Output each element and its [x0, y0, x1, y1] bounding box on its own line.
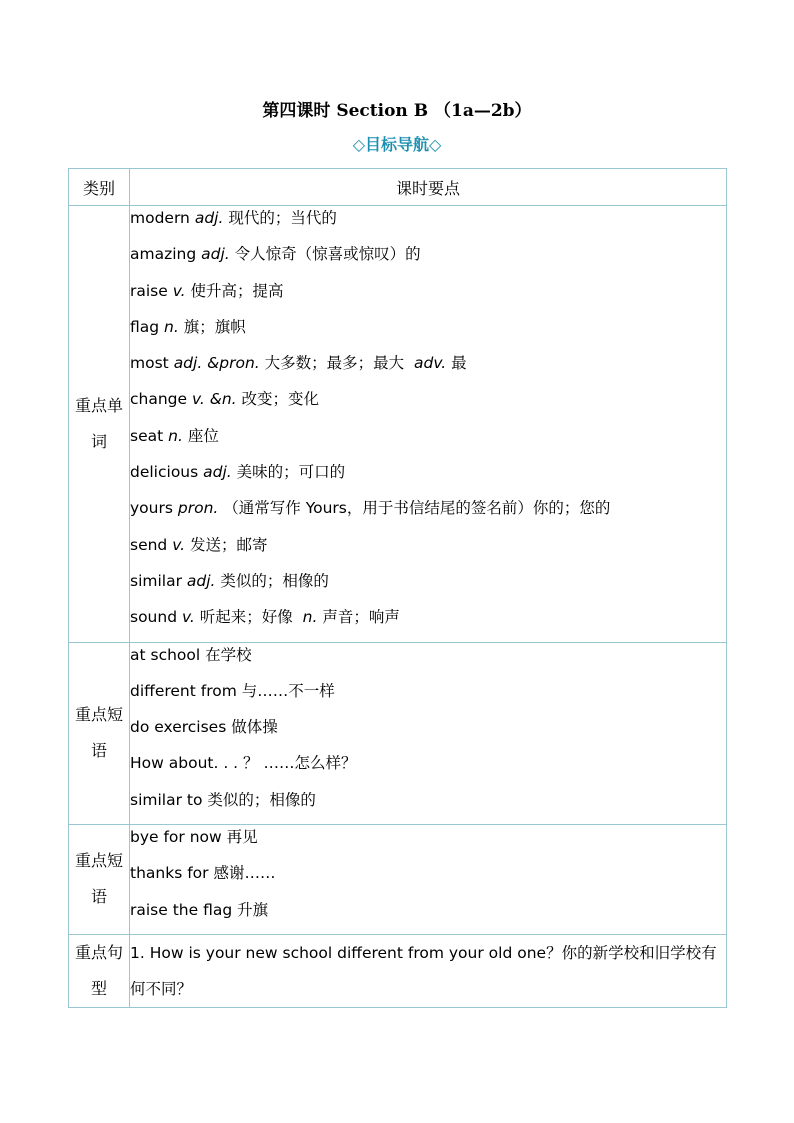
list-item: raise the flag 升旗: [130, 900, 269, 919]
part-of-speech: adj.: [186, 571, 216, 590]
meaning: （通常写作 Yours，用于书信结尾的签名前）你的；您的: [223, 499, 611, 518]
meaning: 听起来；好像: [199, 608, 293, 627]
list-item: [130, 351, 726, 387]
part-of-speech: v.: [181, 608, 195, 627]
part-of-speech: n.: [168, 426, 183, 445]
meaning: 改变；变化: [241, 390, 320, 409]
word: amazing: [130, 245, 197, 264]
page-title: 第四课时 Section B （1a—2b）: [262, 101, 532, 121]
meaning: 美味的；可口的: [236, 463, 346, 482]
part-of-speech: v.: [172, 281, 186, 300]
list-item: at school 在学校: [130, 645, 252, 664]
part-of-speech: adj.: [194, 209, 224, 227]
part-of-speech: adj. &pron.: [173, 354, 260, 373]
table-row: [69, 825, 727, 935]
meaning: 声音；响声: [322, 608, 400, 627]
list-item: bye for now 再见: [130, 828, 258, 847]
items-cell: [130, 642, 727, 824]
meaning: 使升高；提高: [190, 281, 284, 300]
list-item: [130, 315, 726, 351]
list-item: [130, 605, 726, 641]
part-of-speech: adj.: [201, 245, 230, 264]
table-row: [69, 934, 727, 1007]
category-cell: 重点单词: [69, 206, 130, 643]
category-cell: 重点句型: [69, 934, 130, 1007]
list-item: [130, 206, 726, 242]
category-cell: 重点短语: [69, 642, 130, 824]
meaning: 类似的；相像的: [220, 571, 329, 590]
list-item: [130, 387, 726, 423]
part-of-speech: v. &n.: [191, 390, 237, 409]
header-category: 类别: [69, 169, 130, 206]
part-of-speech: adj.: [203, 463, 232, 482]
word: yours: [130, 499, 173, 518]
meaning: 令人惊奇（惊喜或惊叹）的: [234, 245, 421, 264]
list-item: thanks for 感谢……: [130, 864, 276, 883]
section-subtitle: ◇目标导航◇: [352, 135, 442, 154]
list-item: [130, 496, 726, 532]
part-of-speech: v.: [172, 535, 186, 554]
word: sound: [130, 608, 178, 627]
meaning: 最: [451, 354, 467, 373]
word: modern: [130, 209, 190, 227]
list-item: [130, 242, 726, 278]
items-cell: [130, 825, 727, 935]
list-item: [130, 279, 726, 315]
list-item: different from 与……不一样: [130, 681, 335, 700]
list-item: How about. . . ？ ……怎么样？: [130, 754, 357, 773]
list-item: [130, 460, 726, 496]
list-item: [130, 533, 726, 569]
meaning: 座位: [187, 426, 219, 445]
meaning: 大多数；最多；最大: [264, 354, 405, 373]
word: send: [130, 535, 168, 554]
meaning: 发送；邮寄: [190, 535, 268, 554]
list-item: [130, 424, 726, 460]
part-of-speech: n.: [302, 608, 318, 627]
part-of-speech: adv.: [414, 354, 447, 373]
part-of-speech: n.: [164, 317, 179, 336]
word: change: [130, 390, 188, 409]
list-item: do exercises 做体操: [130, 718, 278, 737]
list-item: [130, 569, 726, 605]
header-key-points: 课时要点: [130, 169, 727, 206]
word: delicious: [130, 463, 199, 482]
category-cell: 重点短语: [69, 825, 130, 935]
items-cell: [130, 934, 727, 1007]
key-points-table: [68, 168, 727, 1008]
list-item: similar to 类似的；相像的: [130, 790, 316, 809]
word: flag: [130, 317, 160, 336]
word: raise: [130, 281, 168, 300]
word: similar: [130, 571, 182, 590]
list-item: 1. How is your new school different from your old one？你的新学校和旧学校有何不同？: [130, 943, 717, 998]
word: seat: [130, 426, 164, 445]
meaning: 现代的；当代的: [228, 209, 337, 227]
items-cell: [130, 206, 727, 643]
meaning: 旗；旗帜: [183, 317, 246, 336]
table-row: [69, 642, 727, 824]
table-header-row: [69, 169, 727, 206]
table-row: [69, 206, 727, 643]
word: most: [130, 354, 169, 373]
part-of-speech: pron.: [177, 499, 219, 518]
